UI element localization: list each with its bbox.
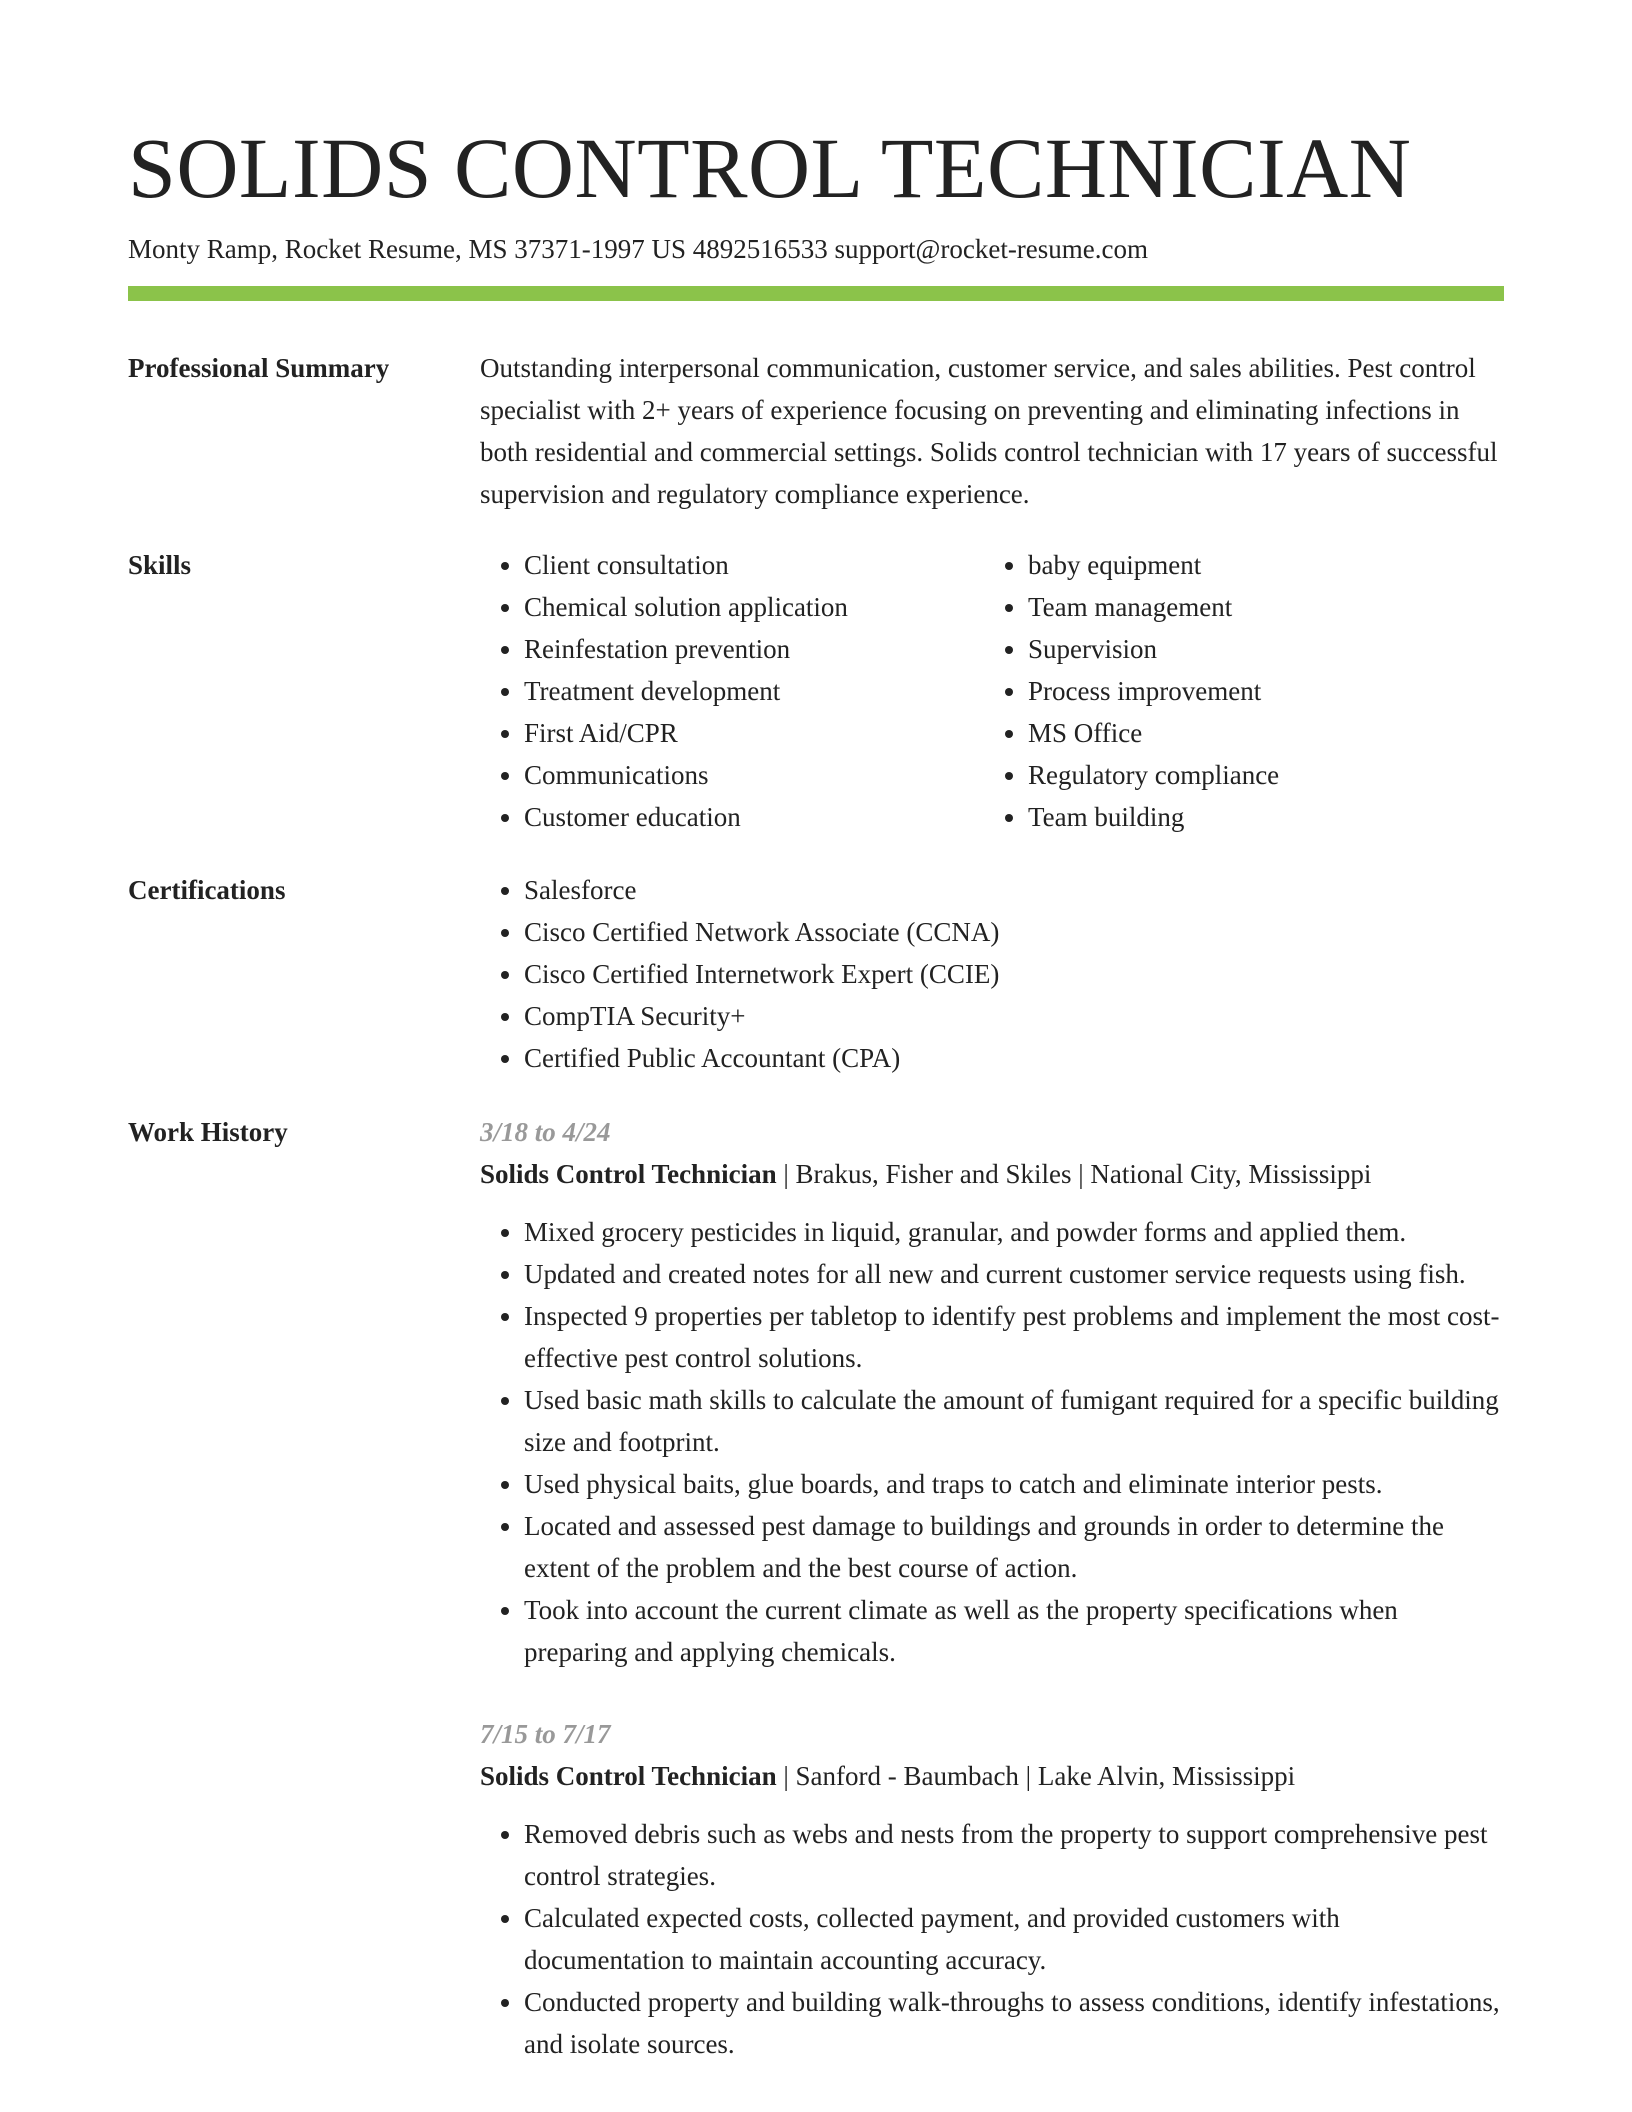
- job-entry: [480, 1111, 1504, 1673]
- job-bullet: • Used basic math skills to calculate the amount of fumigant required for a specific building size and footprint.: [524, 1379, 1504, 1463]
- skill-item: • Chemical solution application: [524, 586, 984, 628]
- skill-item: • Customer education: [524, 796, 984, 838]
- contact-line: Monty Ramp, Rocket Resume, MS 37371-1997 US 4892516533 support@rocket-resume.com: [128, 234, 1149, 264]
- job-dates: 3/18 to 4/24: [480, 1117, 611, 1147]
- job-employer-location: | Sanford - Baumbach | Lake Alvin, Mississippi: [776, 1761, 1296, 1791]
- job-bullet: • Took into account the current climate as well as the property specifications when preparing and applying chemicals.: [524, 1589, 1504, 1673]
- skills-heading: Skills: [128, 550, 192, 580]
- job-title: Solids Control Technician: [480, 1761, 777, 1791]
- accent-divider: [128, 286, 1504, 301]
- skill-item: • Treatment development: [524, 670, 984, 712]
- job-employer-location: | Brakus, Fisher and Skiles | National City, Mississippi: [776, 1159, 1372, 1189]
- skills-column-right: [984, 544, 1488, 838]
- job-bullets: [480, 1211, 1504, 1673]
- certifications-heading: Certifications: [128, 875, 286, 905]
- certification-item: • CompTIA Security+: [524, 995, 1504, 1037]
- job-bullet: • Conducted property and building walk-throughs to assess conditions, identify infestations, and isolate sources.: [524, 1981, 1504, 2065]
- job-dates: 7/15 to 7/17: [480, 1719, 611, 1749]
- job-title: Solids Control Technician: [480, 1159, 777, 1189]
- skill-item: • Client consultation: [524, 544, 984, 586]
- job-bullet: • Used physical baits, glue boards, and traps to catch and eliminate interior pests.: [524, 1463, 1504, 1505]
- job-bullet: • Located and assessed pest damage to buildings and grounds in order to determine the extent of the problem and the best course of action.: [524, 1505, 1504, 1589]
- certifications-body: [480, 869, 1504, 1079]
- job-entry: [480, 1713, 1504, 2065]
- job-bullet: • Updated and created notes for all new and current customer service requests using fish.: [524, 1253, 1504, 1295]
- skill-item: • Reinfestation prevention: [524, 628, 984, 670]
- skill-item: • Communications: [524, 754, 984, 796]
- skills-list-left: [480, 544, 984, 838]
- skills-column-left: [480, 544, 984, 838]
- job-bullet: • Inspected 9 properties per tabletop to identify pest problems and implement the most cost-effective pest control solutions.: [524, 1295, 1504, 1379]
- certification-item: • Salesforce: [524, 869, 1504, 911]
- summary-text: Outstanding interpersonal communication, customer service, and sales abilities. Pest control specialist with 2+ years of experience focusing on preventing and eliminating infections in both residential and commercial settings. Solids control technician with 17 years of successful supervision and regulatory compliance experience.: [480, 353, 1498, 509]
- job-bullet: • Mixed grocery pesticides in liquid, granular, and powder forms and applied them.: [524, 1211, 1504, 1253]
- job-heading: [480, 1153, 1504, 1195]
- skill-item: • Team building: [1028, 796, 1488, 838]
- skills-body: [480, 544, 1504, 838]
- certification-item: • Certified Public Accountant (CPA): [524, 1037, 1504, 1079]
- certification-item: • Cisco Certified Internetwork Expert (CCIE): [524, 953, 1504, 995]
- skill-item: • Regulatory compliance: [1028, 754, 1488, 796]
- skill-item: • First Aid/CPR: [524, 712, 984, 754]
- skill-item: • baby equipment: [1028, 544, 1488, 586]
- skills-list-right: [984, 544, 1488, 838]
- job-bullet: • Removed debris such as webs and nests from the property to support comprehensive pest control strategies.: [524, 1813, 1504, 1897]
- certifications-list: [480, 869, 1504, 1079]
- skill-item: • Team management: [1028, 586, 1488, 628]
- skill-item: • Supervision: [1028, 628, 1488, 670]
- skill-item: • Process improvement: [1028, 670, 1488, 712]
- resume-title: SOLIDS CONTROL TECHNICIAN: [128, 120, 1412, 216]
- work-history-heading: Work History: [128, 1117, 288, 1147]
- work-history-body: [480, 1111, 1504, 2065]
- summary-heading: Professional Summary: [128, 353, 390, 383]
- summary-body: [480, 347, 1504, 515]
- job-bullet: • Calculated expected costs, collected payment, and provided customers with documentation to maintain accounting accuracy.: [524, 1897, 1504, 1981]
- certification-item: • Cisco Certified Network Associate (CCNA): [524, 911, 1504, 953]
- skill-item: • MS Office: [1028, 712, 1488, 754]
- job-bullets: [480, 1813, 1504, 2065]
- job-heading: [480, 1755, 1504, 1797]
